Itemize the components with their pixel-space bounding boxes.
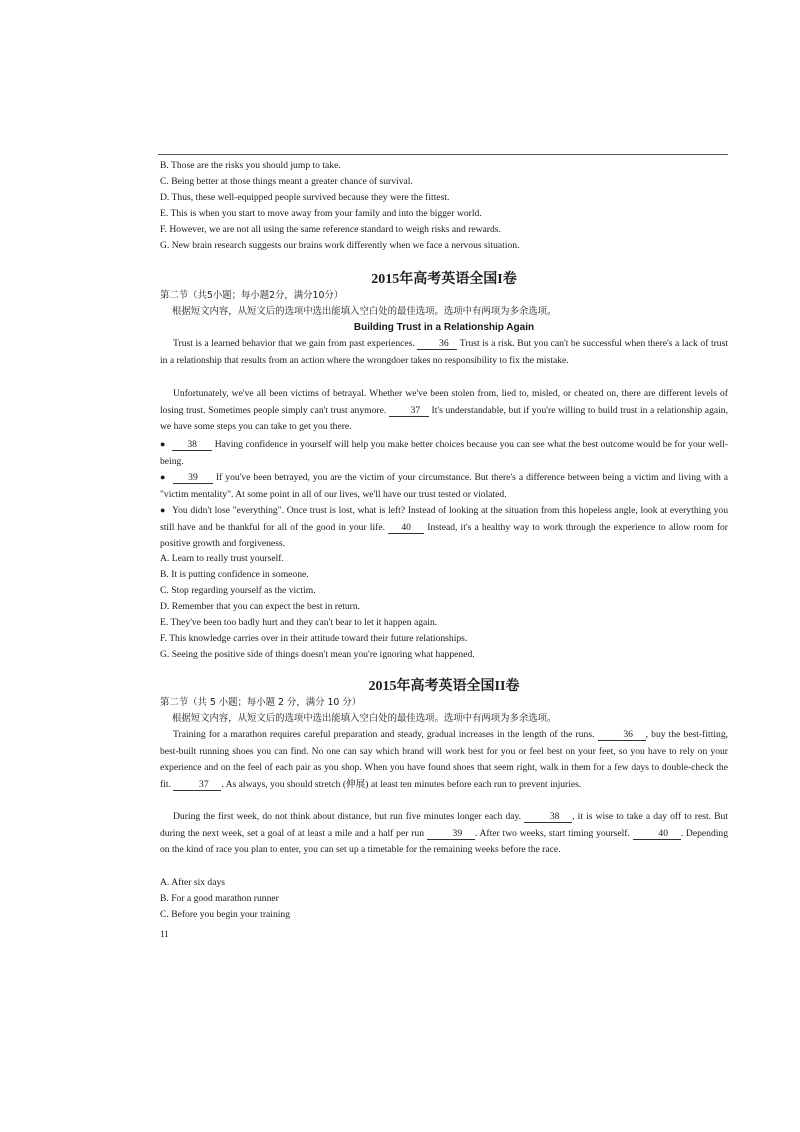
- option-line: B. It is putting confidence in someone.: [160, 569, 309, 580]
- bullet-item: [160, 436, 728, 470]
- paragraph-text: During the first week, do not think about distance, but run five minutes longer each day.: [173, 811, 522, 822]
- option-line: D. Thus, these well-equipped people survived because they were the fittest.: [160, 192, 450, 203]
- section1-instruction: 第二节（共5小题；每小题2分，满分10分）: [160, 290, 344, 301]
- option-line: G. New brain research suggests our brains work differently when we face a nervous situation.: [160, 240, 520, 251]
- option-line: C. Before you begin your training: [160, 909, 291, 920]
- section1-directions: 根据短文内容，从短文后的选项中选出能填入空白处的最佳选项。选项中有两项为多余选项。: [172, 306, 557, 317]
- blank-38: 38: [172, 439, 212, 451]
- passage-paragraph: [160, 809, 728, 859]
- option-line: C. Stop regarding yourself as the victim.: [160, 585, 316, 596]
- bullet-item: [160, 502, 728, 553]
- blank-36: 36: [598, 729, 646, 741]
- passage-paragraph: [160, 727, 728, 793]
- passage-paragraph: [160, 336, 728, 369]
- blank-40: 40: [633, 828, 681, 840]
- paragraph-text: Trust is a learned behavior that we gain from past experiences.: [173, 338, 415, 349]
- paragraph-text: , buy the best-fitting, best-built running shoes you can find. No one can say which brand will work best for you or feel best on your feet, so you have to rely on your experience and on the feel of each pair as you shop. When you have found shoes that seem right, walk in them for a few days to double-check the fit.: [160, 729, 729, 790]
- bullet-icon: ●: [160, 439, 166, 449]
- passage-paragraph: [160, 386, 728, 436]
- bullet-icon: ●: [160, 505, 166, 515]
- passage-title: Building Trust in a Relationship Again: [353, 322, 535, 333]
- paragraph-text: Training for a marathon requires careful preparation and steady, gradual increases in the length of the runs.: [173, 729, 595, 740]
- option-line: F. This knowledge carries over in their attitude toward their future relationships.: [160, 633, 468, 644]
- option-line: B. Those are the risks you should jump to take.: [160, 160, 341, 171]
- bullet-text: Having confidence in yourself will help you make better choices because you can see what the best outcome would be for your well-being.: [160, 439, 728, 467]
- top-rule: [158, 154, 728, 155]
- paragraph-text: . As always, you should stretch (伸展) at least ten minutes before each run to prevent injuries.: [221, 778, 582, 790]
- option-line: F. However, we are not all using the same reference standard to weigh risks and rewards.: [160, 224, 501, 235]
- blank-39: 39: [427, 828, 475, 840]
- bullet-icon: ●: [160, 472, 166, 482]
- bullet-item: [160, 469, 728, 503]
- bullet-text: If you've been betrayed, you are the victim of your circumstance. But there's a difference between being a victim and living with a "victim mentality". At some point in all of our lives, we'll have our trust tested or violated.: [160, 472, 729, 500]
- paragraph-text: Trust is a risk. But you can't be successful when there's a lack of trust in a relationship that results from an action where the wrongdoer takes no responsibility to fix the mistake.: [160, 338, 728, 366]
- option-line: G. Seeing the positive side of things doesn't mean you're ignoring what happened.: [160, 649, 475, 660]
- paragraph-text: , it is wise to take a day off to rest. But during the next week, set a goal of at least a mile and a half per run: [160, 811, 728, 839]
- blank-40: 40: [388, 522, 424, 534]
- option-line: C. Being better at those things meant a greater chance of survival.: [160, 176, 413, 187]
- section1-heading: 2015年高考英语全国I卷: [371, 272, 517, 287]
- blank-37: 37: [389, 405, 429, 417]
- blank-37: 37: [173, 779, 221, 791]
- section2-heading: 2015年高考英语全国II卷: [368, 679, 520, 694]
- blank-36: 36: [417, 338, 457, 350]
- bullet-text: Instead, it's a healthy way to work through the experience to allow room for positive growth and forgiveness.: [160, 521, 729, 550]
- paragraph-text: . After two weeks, start timing yourself.: [474, 827, 630, 839]
- option-line: D. Remember that you can expect the best in return.: [160, 601, 361, 612]
- page-number: 11: [160, 929, 169, 939]
- option-line: E. They've been too badly hurt and they can't bear to let it happen again.: [160, 617, 438, 628]
- section2-directions: 根据短文内容，从短文后的选项中选出能填入空白处的最佳选项。选项中有两项为多余选项。: [172, 713, 557, 724]
- section2-instruction: 第二节（共 5 小题；每小题 2 分，满分 10 分）: [160, 697, 362, 708]
- paragraph-text: Unfortunately, we've all been victims of betrayal. Whether we've been stolen from, lied to, misled, or cheated on, there are different levels of losing trust. Sometimes people simply can't trust anymore.: [160, 388, 728, 416]
- option-line: A. After six days: [160, 877, 226, 888]
- blank-39: 39: [173, 472, 213, 484]
- bullet-text: You didn't lose "everything". Once trust is lost, what is left? Instead of looking at the situation from this hopeless angle, look at everything you still have and be thankful for all of the good in your life.: [160, 505, 729, 533]
- paragraph-text: . Depending on the kind of race you plan to enter, you can set up a timetable for the remaining weeks before the race.: [160, 827, 729, 856]
- option-line: E. This is when you start to move away from your family and into the bigger world.: [160, 208, 482, 219]
- paragraph-text: It's understandable, but if you're willing to build trust in a relationship again, we have some steps you can take to get you there.: [160, 404, 728, 433]
- blank-38: 38: [524, 811, 572, 823]
- option-line: A. Learn to really trust yourself.: [160, 553, 284, 564]
- option-line: B. For a good marathon runner: [160, 893, 279, 904]
